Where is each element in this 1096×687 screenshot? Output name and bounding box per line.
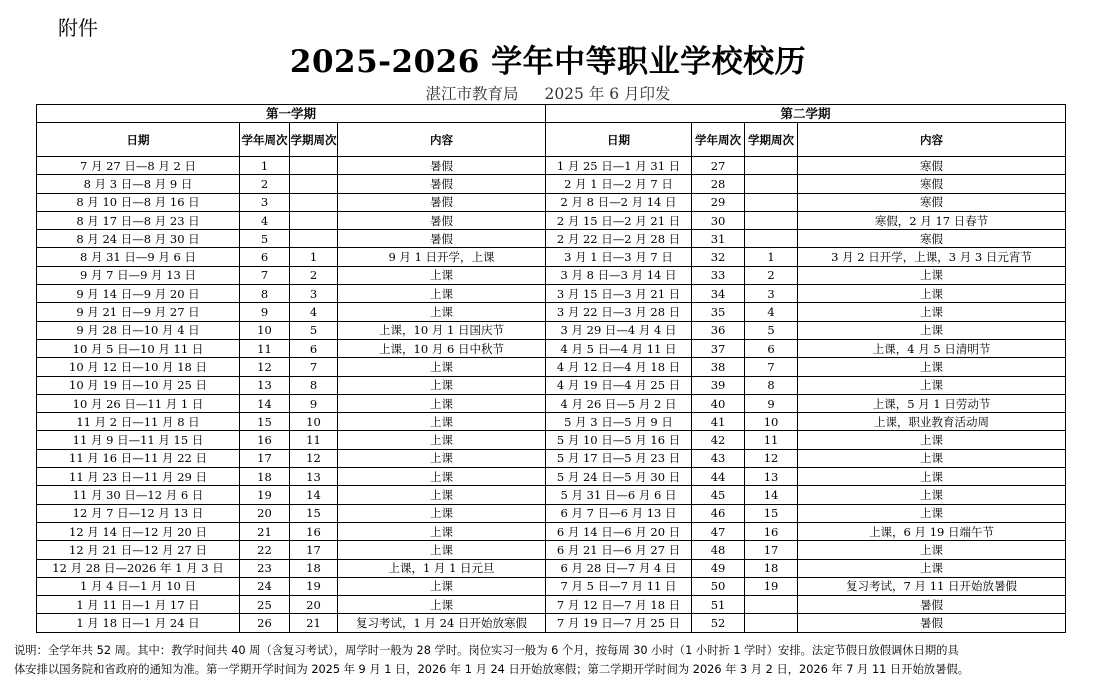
year-week-1: 4 [240,211,290,229]
table-row [37,358,1066,376]
content-2: 上课 [798,468,1066,486]
table-row [37,468,1066,486]
year-week-1: 17 [240,449,290,467]
table-row [37,303,1066,321]
content-1: 9 月 1 日开学，上课 [338,248,546,266]
content-2: 上课，6 月 19 日端午节 [798,522,1066,540]
issue-date: 2025 年 6 月印发 [544,85,671,103]
year-week-1: 15 [240,413,290,431]
term-week-1: 20 [290,596,338,614]
table-row [37,211,1066,229]
table-row [37,376,1066,394]
week-date-1: 8 月 31 日—9 月 6 日 [37,248,240,266]
week-date-2: 2 月 15 日—2 月 21 日 [546,211,692,229]
week-date-1: 8 月 3 日—8 月 9 日 [37,175,240,193]
year-week-2: 51 [692,596,745,614]
week-date-1: 9 月 28 日—10 月 4 日 [37,321,240,339]
content-2: 上课 [798,358,1066,376]
content-2: 上课 [798,303,1066,321]
week-date-1: 10 月 26 日—11 月 1 日 [37,394,240,412]
year-week-1: 14 [240,394,290,412]
school-calendar-table [36,104,1066,633]
col-content-2: 内容 [798,123,1066,157]
content-1: 上课，10 月 1 日国庆节 [338,321,546,339]
week-date-1: 12 月 28 日—2026 年 1 月 3 日 [37,559,240,577]
content-1: 暑假 [338,175,546,193]
content-1: 暑假 [338,193,546,211]
week-date-2: 6 月 28 日—7 月 4 日 [546,559,692,577]
term-week-2: 17 [745,541,798,559]
term-week-2: 4 [745,303,798,321]
year-week-2: 33 [692,266,745,284]
col-year-week-1: 学年周次 [240,123,290,157]
content-2: 上课 [798,266,1066,284]
year-week-1: 25 [240,596,290,614]
content-2: 上课，职业教育活动周 [798,413,1066,431]
term-week-2 [745,596,798,614]
term-week-2: 13 [745,468,798,486]
table-row [37,230,1066,248]
term-week-2: 15 [745,504,798,522]
year-week-1: 18 [240,468,290,486]
week-date-2: 5 月 17 日—5 月 23 日 [546,449,692,467]
week-date-1: 10 月 19 日—10 月 25 日 [37,376,240,394]
week-date-2: 6 月 14 日—6 月 20 日 [546,522,692,540]
content-1: 上课 [338,468,546,486]
year-week-2: 41 [692,413,745,431]
table-row [37,577,1066,595]
term-week-2: 16 [745,522,798,540]
term-week-1: 5 [290,321,338,339]
week-date-1: 9 月 14 日—9 月 20 日 [37,285,240,303]
year-week-2: 43 [692,449,745,467]
content-1: 上课 [338,522,546,540]
term-week-1: 9 [290,394,338,412]
term-week-2: 1 [745,248,798,266]
term-week-1: 14 [290,486,338,504]
content-2: 上课 [798,486,1066,504]
content-2: 上课 [798,541,1066,559]
year-week-2: 49 [692,559,745,577]
term-week-1 [290,175,338,193]
content-2: 上课 [798,376,1066,394]
year-week-2: 36 [692,321,745,339]
year-week-1: 8 [240,285,290,303]
year-week-2: 32 [692,248,745,266]
week-date-2: 5 月 24 日—5 月 30 日 [546,468,692,486]
content-2: 上课 [798,449,1066,467]
year-week-2: 50 [692,577,745,595]
term-week-2: 8 [745,376,798,394]
table-row [37,504,1066,522]
year-week-2: 29 [692,193,745,211]
week-date-2: 3 月 15 日—3 月 21 日 [546,285,692,303]
term-week-2 [745,230,798,248]
term-week-2: 10 [745,413,798,431]
year-week-2: 31 [692,230,745,248]
term-week-1: 13 [290,468,338,486]
week-date-1: 11 月 16 日—11 月 22 日 [37,449,240,467]
content-1: 暑假 [338,230,546,248]
content-2: 寒假 [798,230,1066,248]
year-week-1: 11 [240,339,290,357]
col-year-week-2: 学年周次 [692,123,745,157]
year-week-2: 46 [692,504,745,522]
year-week-1: 24 [240,577,290,595]
content-2: 寒假，2 月 17 日春节 [798,211,1066,229]
term-week-1: 12 [290,449,338,467]
content-2: 上课，4 月 5 日清明节 [798,339,1066,357]
week-date-2: 4 月 26 日—5 月 2 日 [546,394,692,412]
week-date-2: 1 月 25 日—1 月 31 日 [546,157,692,175]
week-date-1: 11 月 9 日—11 月 15 日 [37,431,240,449]
term-week-2: 7 [745,358,798,376]
issuer-org: 湛江市教育局 [425,85,519,103]
content-2: 寒假 [798,157,1066,175]
term-week-2 [745,193,798,211]
year-week-1: 5 [240,230,290,248]
table-row [37,413,1066,431]
week-date-2: 4 月 12 日—4 月 18 日 [546,358,692,376]
year-week-2: 35 [692,303,745,321]
week-date-1: 8 月 24 日—8 月 30 日 [37,230,240,248]
table-row [37,522,1066,540]
term-week-2: 11 [745,431,798,449]
table-row [37,486,1066,504]
week-date-2: 5 月 10 日—5 月 16 日 [546,431,692,449]
content-2: 3 月 2 日开学，上课，3 月 3 日元宵节 [798,248,1066,266]
content-2: 寒假 [798,175,1066,193]
term-week-2: 2 [745,266,798,284]
year-week-1: 16 [240,431,290,449]
content-1: 上课 [338,358,546,376]
issuer-line [0,82,1096,104]
week-date-1: 11 月 23 日—11 月 29 日 [37,468,240,486]
table-row [37,541,1066,559]
content-1: 上课，1 月 1 日元旦 [338,559,546,577]
term-week-1: 19 [290,577,338,595]
term-week-1: 2 [290,266,338,284]
term-week-1: 15 [290,504,338,522]
week-date-1: 1 月 11 日—1 月 17 日 [37,596,240,614]
col-term-week-1: 学期周次 [290,123,338,157]
year-week-1: 12 [240,358,290,376]
term-week-2: 18 [745,559,798,577]
content-2: 上课 [798,285,1066,303]
term-week-1: 7 [290,358,338,376]
term-week-1: 11 [290,431,338,449]
table-row [37,285,1066,303]
week-date-1: 12 月 21 日—12 月 27 日 [37,541,240,559]
content-1: 上课 [338,541,546,559]
content-2: 上课 [798,559,1066,577]
year-week-2: 42 [692,431,745,449]
content-1: 暑假 [338,157,546,175]
week-date-1: 1 月 4 日—1 月 10 日 [37,577,240,595]
content-2: 上课 [798,321,1066,339]
col-content-1: 内容 [338,123,546,157]
term-week-1 [290,193,338,211]
week-date-2: 2 月 1 日—2 月 7 日 [546,175,692,193]
table-row [37,449,1066,467]
year-week-2: 52 [692,614,745,632]
content-2: 暑假 [798,596,1066,614]
year-week-2: 38 [692,358,745,376]
col-term-week-2: 学期周次 [745,123,798,157]
year-week-1: 9 [240,303,290,321]
year-week-1: 20 [240,504,290,522]
year-week-1: 22 [240,541,290,559]
year-week-2: 48 [692,541,745,559]
table-row [37,394,1066,412]
content-1: 上课 [338,376,546,394]
content-1: 上课 [338,431,546,449]
year-week-1: 1 [240,157,290,175]
col-date-2: 日期 [546,123,692,157]
term-week-1: 6 [290,339,338,357]
year-week-1: 19 [240,486,290,504]
content-1: 上课 [338,413,546,431]
content-1: 上课 [338,449,546,467]
week-date-2: 3 月 8 日—3 月 14 日 [546,266,692,284]
table-row [37,266,1066,284]
week-date-1: 12 月 7 日—12 月 13 日 [37,504,240,522]
week-date-1: 11 月 30 日—12 月 6 日 [37,486,240,504]
week-date-2: 4 月 5 日—4 月 11 日 [546,339,692,357]
year-week-2: 27 [692,157,745,175]
week-date-1: 12 月 14 日—12 月 20 日 [37,522,240,540]
week-date-1: 8 月 10 日—8 月 16 日 [37,193,240,211]
week-date-2: 5 月 31 日—6 月 6 日 [546,486,692,504]
term-week-1: 17 [290,541,338,559]
week-date-1: 1 月 18 日—1 月 24 日 [37,614,240,632]
year-week-2: 37 [692,339,745,357]
note-line: 体安排以国务院和省政府的通知为准。第一学期开学时间为 2025 年 9 月 1 日，2026 年 1 月 24 日开始放寒假；第二学期开学时间为 2026 年 3 月 2 日，2026 年 7 月 11 日开始放暑假。 [14,663,969,676]
week-date-2: 4 月 19 日—4 月 25 日 [546,376,692,394]
year-week-1: 7 [240,266,290,284]
week-date-1: 10 月 5 日—10 月 11 日 [37,339,240,357]
table-row [37,157,1066,175]
term-week-2: 3 [745,285,798,303]
semester2-header: 第二学期 [546,105,1066,123]
note-line: 说明：全学年共 52 周。其中：教学时间共 40 周（含复习考试），周学时一般为 28 学时。岗位实习一般为 6 个月，按每周 30 小时（1 小时折 1 学时）安排。法定节假日放假调休日期的具 [14,644,959,657]
term-week-1: 3 [290,285,338,303]
content-1: 上课 [338,266,546,284]
term-week-2 [745,175,798,193]
term-week-1: 8 [290,376,338,394]
year-week-2: 34 [692,285,745,303]
table-row [37,596,1066,614]
term-week-2: 12 [745,449,798,467]
term-week-1: 1 [290,248,338,266]
table-row [37,339,1066,357]
year-week-1: 3 [240,193,290,211]
col-date-1: 日期 [37,123,240,157]
content-2: 复习考试，7 月 11 日开始放暑假 [798,577,1066,595]
week-date-2: 3 月 22 日—3 月 28 日 [546,303,692,321]
attachment-label: 附件 [58,16,98,40]
explanation-note [14,641,1086,679]
term-week-1: 21 [290,614,338,632]
week-date-1: 7 月 27 日—8 月 2 日 [37,157,240,175]
content-1: 复习考试，1 月 24 日开始放寒假 [338,614,546,632]
term-week-2: 9 [745,394,798,412]
table-row [37,559,1066,577]
year-week-2: 45 [692,486,745,504]
week-date-2: 7 月 12 日—7 月 18 日 [546,596,692,614]
year-week-2: 44 [692,468,745,486]
week-date-2: 3 月 29 日—4 月 4 日 [546,321,692,339]
term-week-1: 10 [290,413,338,431]
semester1-header: 第一学期 [37,105,546,123]
week-date-2: 5 月 3 日—5 月 9 日 [546,413,692,431]
content-1: 上课 [338,394,546,412]
table-row [37,614,1066,632]
term-week-2: 5 [745,321,798,339]
content-1: 上课，10 月 6 日中秋节 [338,339,546,357]
term-week-1 [290,230,338,248]
content-1: 上课 [338,596,546,614]
year-week-2: 39 [692,376,745,394]
term-week-1: 16 [290,522,338,540]
year-week-1: 23 [240,559,290,577]
term-week-2 [745,157,798,175]
week-date-1: 10 月 12 日—10 月 18 日 [37,358,240,376]
week-date-2: 2 月 8 日—2 月 14 日 [546,193,692,211]
term-week-2 [745,211,798,229]
year-week-1: 21 [240,522,290,540]
table-row [37,193,1066,211]
year-week-2: 40 [692,394,745,412]
content-1: 上课 [338,303,546,321]
week-date-2: 3 月 1 日—3 月 7 日 [546,248,692,266]
year-week-1: 13 [240,376,290,394]
content-1: 暑假 [338,211,546,229]
year-week-2: 30 [692,211,745,229]
week-date-2: 7 月 5 日—7 月 11 日 [546,577,692,595]
year-week-1: 2 [240,175,290,193]
table-row [37,321,1066,339]
year-week-1: 10 [240,321,290,339]
week-date-1: 8 月 17 日—8 月 23 日 [37,211,240,229]
content-2: 上课 [798,504,1066,522]
week-date-2: 7 月 19 日—7 月 25 日 [546,614,692,632]
year-week-2: 28 [692,175,745,193]
content-2: 寒假 [798,193,1066,211]
content-1: 上课 [338,486,546,504]
term-week-2: 6 [745,339,798,357]
term-week-1: 18 [290,559,338,577]
term-week-2: 14 [745,486,798,504]
week-date-1: 11 月 2 日—11 月 8 日 [37,413,240,431]
term-week-2 [745,614,798,632]
year-week-1: 6 [240,248,290,266]
term-week-1: 4 [290,303,338,321]
content-1: 上课 [338,504,546,522]
content-2: 暑假 [798,614,1066,632]
week-date-2: 6 月 7 日—6 月 13 日 [546,504,692,522]
page-title: 2025-2026 学年中等职业学校校历 [289,44,807,80]
content-2: 上课，5 月 1 日劳动节 [798,394,1066,412]
week-date-1: 9 月 7 日—9 月 13 日 [37,266,240,284]
table-row [37,248,1066,266]
content-1: 上课 [338,577,546,595]
content-2: 上课 [798,431,1066,449]
table-row [37,175,1066,193]
week-date-1: 9 月 21 日—9 月 27 日 [37,303,240,321]
week-date-2: 6 月 21 日—6 月 27 日 [546,541,692,559]
content-1: 上课 [338,285,546,303]
year-week-2: 47 [692,522,745,540]
table-row [37,431,1066,449]
year-week-1: 26 [240,614,290,632]
term-week-2: 19 [745,577,798,595]
term-week-1 [290,211,338,229]
week-date-2: 2 月 22 日—2 月 28 日 [546,230,692,248]
term-week-1 [290,157,338,175]
